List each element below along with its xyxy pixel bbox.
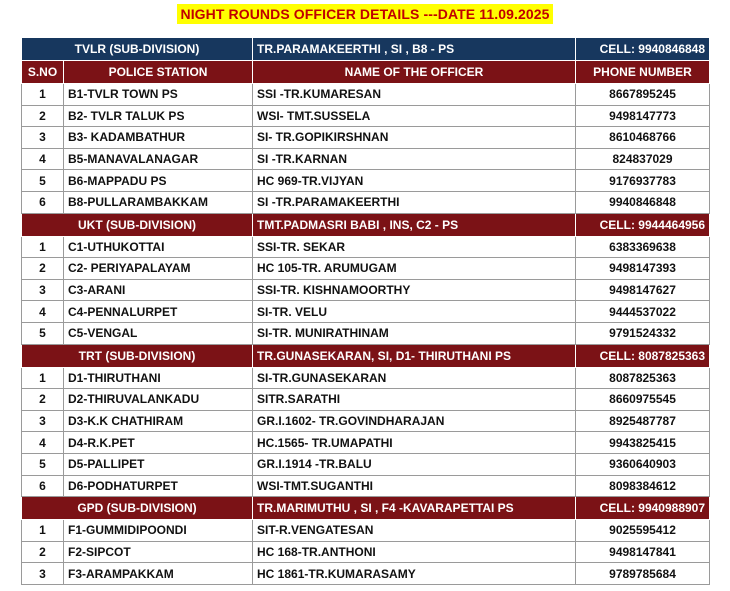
title-bar	[0, 4, 730, 24]
row-phone: 9498147627	[576, 279, 710, 301]
header-station: POLICE STATION	[64, 61, 253, 84]
row-phone: 8087825363	[576, 367, 710, 389]
row-sno: 1	[22, 84, 64, 106]
row-station: C4-PENNALURPET	[64, 301, 253, 323]
table-row	[22, 367, 710, 389]
row-officer: SI-TR. MUNIRATHINAM	[253, 322, 576, 344]
row-phone: 9498147773	[576, 105, 710, 127]
row-station: B3- KADAMBATHUR	[64, 127, 253, 149]
table-row	[22, 563, 710, 585]
row-officer: SI- TR.GOPIKIRSHNAN	[253, 127, 576, 149]
table-row	[22, 453, 710, 475]
row-station: C2- PERIYAPALAYAM	[64, 258, 253, 280]
row-officer: HC.1565- TR.UMAPATHI	[253, 432, 576, 454]
row-phone: 9940846848	[576, 191, 710, 213]
row-station: B5-MANAVALANAGAR	[64, 148, 253, 170]
row-phone: 9498147841	[576, 541, 710, 563]
table-row	[22, 148, 710, 170]
row-station: B1-TVLR TOWN PS	[64, 84, 253, 106]
table-row	[22, 389, 710, 411]
table-row	[22, 105, 710, 127]
row-officer: SI-TR.GUNASEKARAN	[253, 367, 576, 389]
row-officer: HC 105-TR. ARUMUGAM	[253, 258, 576, 280]
row-sno: 3	[22, 410, 64, 432]
table-row	[22, 301, 710, 323]
table-row	[22, 170, 710, 192]
row-sno: 5	[22, 322, 64, 344]
row-officer: HC 969-TR.VIJYAN	[253, 170, 576, 192]
row-phone: 8098384612	[576, 475, 710, 497]
row-officer: HC 168-TR.ANTHONI	[253, 541, 576, 563]
row-station: D2-THIRUVALANKADU	[64, 389, 253, 411]
row-sno: 3	[22, 563, 64, 585]
subdivision-officer: TMT.PADMASRI BABI , INS, C2 - PS	[253, 213, 576, 236]
subdivision-officer: TR.MARIMUTHU , SI , F4 -KAVARAPETTAI PS	[253, 497, 576, 520]
row-station: D6-PODHATURPET	[64, 475, 253, 497]
row-officer: SSI-TR. KISHNAMOORTHY	[253, 279, 576, 301]
subdivision-row-gpd	[22, 497, 710, 520]
subdivision-cell: CELL: 8087825363	[576, 344, 710, 367]
table-row	[22, 279, 710, 301]
row-phone: 8925487787	[576, 410, 710, 432]
table-row	[22, 322, 710, 344]
row-sno: 6	[22, 475, 64, 497]
row-sno: 3	[22, 127, 64, 149]
table-row	[22, 475, 710, 497]
row-sno: 1	[22, 367, 64, 389]
row-officer: WSI- TMT.SUSSELA	[253, 105, 576, 127]
row-phone: 9444537022	[576, 301, 710, 323]
row-phone: 9360640903	[576, 453, 710, 475]
table-header	[22, 61, 710, 84]
row-phone: 8610468766	[576, 127, 710, 149]
header-phone: PHONE NUMBER	[576, 61, 710, 84]
row-station: D3-K.K CHATHIRAM	[64, 410, 253, 432]
row-officer: GR.I.1914 -TR.BALU	[253, 453, 576, 475]
row-station: F2-SIPCOT	[64, 541, 253, 563]
table-row	[22, 236, 710, 258]
subdivision-cell: CELL: 9940988907	[576, 497, 710, 520]
row-sno: 4	[22, 432, 64, 454]
row-officer: SIT-R.VENGATESAN	[253, 520, 576, 542]
row-phone: 9498147393	[576, 258, 710, 280]
row-officer: SI -TR.PARAMAKEERTHI	[253, 191, 576, 213]
table-row	[22, 258, 710, 280]
subdivision-name: TVLR (SUB-DIVISION)	[22, 38, 253, 61]
row-officer: WSI-TMT.SUGANTHI	[253, 475, 576, 497]
row-officer: HC 1861-TR.KUMARASAMY	[253, 563, 576, 585]
row-station: C5-VENGAL	[64, 322, 253, 344]
row-sno: 2	[22, 105, 64, 127]
row-phone: 9943825415	[576, 432, 710, 454]
row-station: D4-R.K.PET	[64, 432, 253, 454]
subdivision-row-trt	[22, 344, 710, 367]
subdivision-officer: TR.GUNASEKARAN, SI, D1- THIRUTHANI PS	[253, 344, 576, 367]
subdivision-row-ukt	[22, 213, 710, 236]
row-phone: 9789785684	[576, 563, 710, 585]
subdivision-name: GPD (SUB-DIVISION)	[22, 497, 253, 520]
subdivision-cell: CELL: 9944464956	[576, 213, 710, 236]
row-phone: 9176937783	[576, 170, 710, 192]
table-row	[22, 191, 710, 213]
row-station: B2- TVLR TALUK PS	[64, 105, 253, 127]
row-phone: 6383369638	[576, 236, 710, 258]
subdivision-name: TRT (SUB-DIVISION)	[22, 344, 253, 367]
subdivision-row-tvlr	[22, 38, 710, 61]
row-officer: SI -TR.KARNAN	[253, 148, 576, 170]
row-officer: SI-TR. VELU	[253, 301, 576, 323]
page-title: NIGHT ROUNDS OFFICER DETAILS ---DATE 11.09.2025	[177, 4, 552, 24]
row-sno: 1	[22, 520, 64, 542]
table-row	[22, 541, 710, 563]
row-officer: SITR.SARATHI	[253, 389, 576, 411]
subdivision-officer: TR.PARAMAKEERTHI , SI , B8 - PS	[253, 38, 576, 61]
officer-table	[21, 37, 710, 585]
row-station: C3-ARANI	[64, 279, 253, 301]
row-officer: GR.I.1602- TR.GOVINDHARAJAN	[253, 410, 576, 432]
row-sno: 4	[22, 301, 64, 323]
row-sno: 1	[22, 236, 64, 258]
row-station: D1-THIRUTHANI	[64, 367, 253, 389]
row-sno: 4	[22, 148, 64, 170]
subdivision-cell: CELL: 9940846848	[576, 38, 710, 61]
row-sno: 5	[22, 170, 64, 192]
row-sno: 2	[22, 258, 64, 280]
row-station: F1-GUMMIDIPOONDI	[64, 520, 253, 542]
row-sno: 3	[22, 279, 64, 301]
row-phone: 9025595412	[576, 520, 710, 542]
row-station: F3-ARAMPAKKAM	[64, 563, 253, 585]
row-sno: 5	[22, 453, 64, 475]
header-officer: NAME OF THE OFFICER	[253, 61, 576, 84]
row-phone: 8660975545	[576, 389, 710, 411]
row-sno: 6	[22, 191, 64, 213]
table-row	[22, 84, 710, 106]
row-station: C1-UTHUKOTTAI	[64, 236, 253, 258]
table-row	[22, 520, 710, 542]
row-phone: 8667895245	[576, 84, 710, 106]
row-station: B6-MAPPADU PS	[64, 170, 253, 192]
table-row	[22, 410, 710, 432]
row-station: B8-PULLARAMBAKKAM	[64, 191, 253, 213]
table-row	[22, 432, 710, 454]
row-phone: 824837029	[576, 148, 710, 170]
row-sno: 2	[22, 541, 64, 563]
row-phone: 9791524332	[576, 322, 710, 344]
table-row	[22, 127, 710, 149]
row-officer: SSI -TR.KUMARESAN	[253, 84, 576, 106]
header-sno: S.NO	[22, 61, 64, 84]
row-sno: 2	[22, 389, 64, 411]
subdivision-name: UKT (SUB-DIVISION)	[22, 213, 253, 236]
row-station: D5-PALLIPET	[64, 453, 253, 475]
row-officer: SSI-TR. SEKAR	[253, 236, 576, 258]
